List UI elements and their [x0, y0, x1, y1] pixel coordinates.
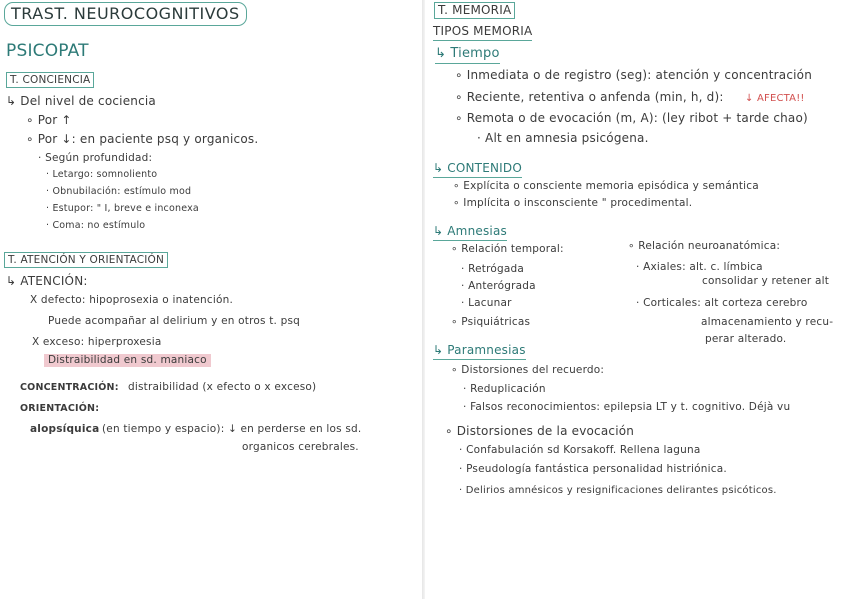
amnesias-temporal-item: · Lacunar [461, 297, 512, 309]
conciencia-item: · Estupor: " I, breve e inconexa [46, 203, 199, 214]
paramnesias-evocacion-item: · Confabulación sd Korsakoff. Rellena laguna [459, 444, 701, 456]
paramnesias-recuerdo: ∘ Distorsiones del recuerdo: [451, 364, 605, 376]
contenido-label: ↳ CONTENIDO [433, 161, 522, 178]
atencion-defecto-2: Puede acompañar al delirium y en otros t. psq [48, 315, 300, 327]
conciencia-item: · Coma: no estímulo [46, 220, 146, 231]
heading-atencion: T. ATENCIÓN Y ORIENTACIÓN [4, 252, 168, 268]
orientacion-label: ORIENTACIÓN: [20, 403, 100, 414]
concentracion-text: distraibilidad (x efecto o x exceso) [128, 381, 317, 393]
tipos-memoria: TIPOS MEMORIA [433, 24, 532, 41]
conciencia-por-down: ∘ Por ↓: en paciente psq y organicos. [26, 132, 259, 146]
amnesias-neuro: ∘ Relación neuroanatómica: [628, 240, 781, 252]
amnesias-axiales: · Axiales: alt. c. límbica [636, 261, 763, 273]
alopsiquica-label: alopsíquica [30, 423, 100, 435]
tiempo-item: ∘ Remota o de evocación (m, A): (ley ribot + tarde chao) [455, 111, 808, 125]
amnesias-corticales: · Corticales: alt corteza cerebro [636, 297, 808, 309]
tiempo-item: · Alt en amnesia psicógena. [477, 131, 649, 145]
left-page [0, 0, 422, 599]
heading-conciencia: T. CONCIENCIA [6, 72, 94, 88]
paramnesias-evocacion-item: · Delirios amnésicos y resignificaciones delirantes psicóticos. [459, 485, 777, 496]
page-title: TRAST. NEUROCOGNITIVOS [4, 2, 247, 26]
conciencia-item: · Obnubilación: estímulo mod [46, 186, 192, 197]
amnesias-corticales-3: perar alterado. [705, 333, 787, 345]
conciencia-nivel: ↳ Del nivel de cociencia [6, 94, 156, 108]
paramnesias-evocacion: ∘ Distorsiones de la evocación [445, 424, 635, 438]
atencion-sub: ↳ ATENCIÓN: [6, 274, 88, 288]
alopsiquica-text-2: organicos cerebrales. [242, 441, 359, 453]
tiempo-label: ↳ Tiempo [435, 45, 500, 64]
contenido-item: ∘ Explícita o consciente memoria episódica y semántica [453, 180, 759, 192]
concentracion-label: CONCENTRACIÓN: [20, 382, 119, 393]
contenido-item: ∘ Implícita o insconsciente " procedimental. [453, 197, 693, 209]
amnesias-temporal: ∘ Relación temporal: [451, 243, 564, 255]
afecta-note: ↓ AFECTA!! [745, 93, 805, 104]
heading-memoria: T. MEMORIA [434, 2, 515, 19]
paramnesias-evocacion-item: · Pseudología fantástica personalidad histriónica. [459, 463, 727, 475]
paramnesias-recuerdo-item: · Reduplicación [463, 383, 546, 395]
conciencia-item: · Letargo: somnoliento [46, 169, 158, 180]
amnesias-label: ↳ Amnesias [433, 224, 507, 241]
atencion-distraibilidad-highlight: Distraibilidad en sd. maniaco [44, 354, 211, 367]
section-title-psicopat: PSICOPAT [6, 41, 89, 61]
amnesias-psiquiatricas: ∘ Psiquiátricas [451, 316, 531, 328]
atencion-exceso: X exceso: hiperproxesia [32, 336, 162, 348]
conciencia-segun: · Según profundidad: [38, 152, 153, 164]
paramnesias-label: ↳ Paramnesias [433, 343, 526, 360]
amnesias-axiales-2: consolidar y retener alt [702, 275, 830, 287]
amnesias-temporal-item: · Anterógrada [461, 280, 536, 292]
amnesias-temporal-item: · Retrógada [461, 263, 524, 275]
right-page [425, 0, 848, 599]
tiempo-item: ∘ Reciente, retentiva o anfenda (min, h, d): [455, 90, 724, 104]
paramnesias-recuerdo-item: · Falsos reconocimientos: epilepsia LT y t. cognitivo. Déjà vu [463, 401, 791, 413]
tiempo-item: ∘ Inmediata o de registro (seg): atención y concentración [455, 68, 813, 82]
conciencia-por-up: ∘ Por ↑ [26, 113, 72, 127]
amnesias-corticales-2: almacenamiento y recu- [701, 316, 834, 328]
atencion-defecto: X defecto: hipoprosexia o inatención. [30, 294, 233, 306]
alopsiquica-text: (en tiempo y espacio): ↓ en perderse en los sd. [102, 423, 362, 435]
